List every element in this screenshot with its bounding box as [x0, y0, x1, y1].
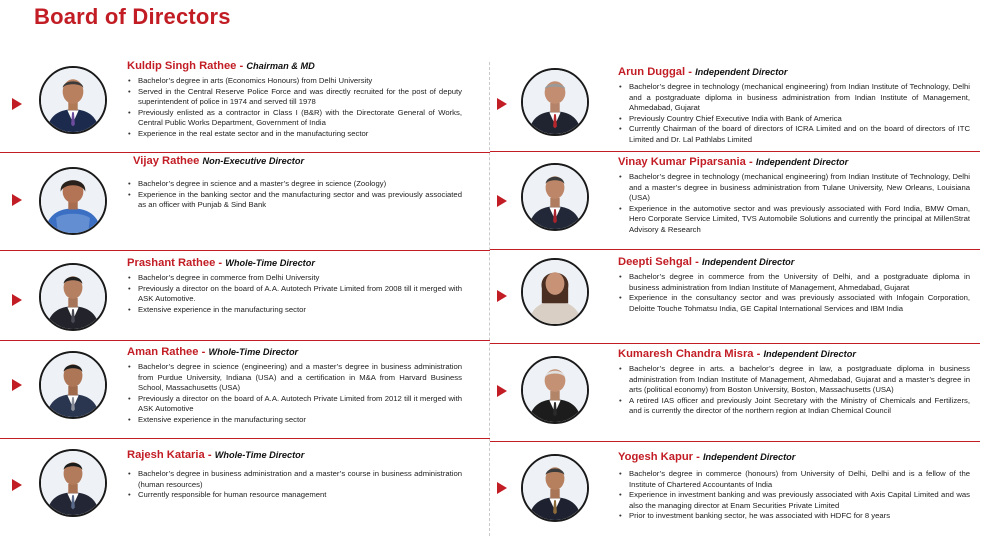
director-role: Independent Director	[695, 67, 788, 77]
bullet-item: • Prior to investment banking sector, he was associated with HDFC for 8 years	[629, 511, 970, 522]
director-bullets	[618, 469, 970, 522]
bullet-item: • Extensive experience in the manufacturing sector	[138, 415, 462, 426]
arrow-marker-icon	[12, 194, 22, 206]
director-name: Aman Rathee	[127, 346, 199, 358]
bullet-item: • Bachelor’s degree in commerce from the University of Delhi, and a postgraduate diploma in business administration from Indian Institute of Management, Ahmedabad, Gujarat	[629, 272, 970, 293]
director-name-line: Prashant Rathee - Whole-Time Director	[127, 257, 315, 269]
director-card-kuldip-singh-rathee	[0, 60, 490, 153]
bullet-item: • Previously a director on the board of A.A. Autotech Private Limited from 2012 till it merged with ASK Automotive	[138, 394, 462, 415]
avatar-prashant-rathee	[39, 263, 107, 331]
bullet-item: • Experience in the real estate sector and in the manufacturing sector	[138, 129, 462, 140]
bullet-item: • Currently Chairman of the board of directors of ICRA Limited and on the board of directors of ITC Limited and Dr. Lal Pathlabs Limited	[629, 124, 970, 145]
avatar-arun-duggal	[521, 68, 589, 136]
director-name-line: Arun Duggal - Independent Director	[618, 66, 788, 78]
director-bullets	[618, 364, 970, 417]
director-info	[618, 348, 970, 417]
director-name-line	[133, 155, 462, 167]
director-name: Kuldip Singh Rathee	[127, 60, 237, 72]
director-info	[127, 449, 462, 501]
bullet-item: • Bachelor’s degree in science and a master’s degree in science (Zoology)	[138, 179, 462, 190]
director-info	[618, 156, 970, 236]
director-name: Deepti Sehgal	[618, 256, 692, 268]
arrow-marker-icon	[12, 98, 22, 110]
director-name-line: Kuldip Singh Rathee - Chairman & MD	[127, 60, 315, 72]
director-name: Prashant Rathee	[127, 257, 216, 269]
bullet-item: • Experience in the banking sector and the manufacturing sector and was previously associated as an officer with Punjab & Sind Bank	[138, 190, 462, 211]
bullet-item: • Currently responsible for human resource management	[138, 490, 462, 501]
director-info	[127, 60, 462, 140]
bullet-item: • Bachelor’s degree in arts. a bachelor’s degree in law, a postgraduate diploma in business administration from Indian Institute of Management, Ahmedabad, Gujarat and a master’s degree in arts (political economy) from Boston University, Boston, Massachusetts (USA)	[629, 364, 970, 396]
bullet-item: • Bachelor’s degree in business administration and a master’s course in business administration (human resources)	[138, 469, 462, 490]
director-bullets	[127, 469, 462, 501]
director-name-line: Yogesh Kapur - Independent Director	[618, 451, 796, 463]
director-name: Rajesh Kataria	[127, 449, 205, 461]
director-card-kumaresh-chandra-misra	[490, 344, 980, 442]
director-role: Non-Executive Director	[202, 156, 305, 166]
director-role: Whole-Time Director	[208, 347, 299, 357]
director-bullets	[618, 172, 970, 236]
director-card-yogesh-kapur	[490, 442, 980, 536]
arrow-marker-icon	[497, 482, 507, 494]
director-name-line: Kumaresh Chandra Misra - Independent Director	[618, 348, 856, 360]
director-bullets	[127, 76, 462, 140]
arrow-marker-icon	[12, 479, 22, 491]
left-column	[0, 60, 490, 534]
right-column	[490, 60, 980, 536]
director-role: Independent Director	[702, 452, 796, 462]
avatar-kumaresh-chandra-misra	[521, 356, 589, 424]
avatar-kuldip-singh-rathee	[39, 66, 107, 134]
avatar-aman-rathee	[39, 351, 107, 419]
bullet-item: • A retired IAS officer and previously Joint Secretary with the Ministry of Chemicals and Fertilizers, and is currently the director of the northern region at Indian Chemical Council	[629, 396, 970, 417]
avatar-deepti-sehgal	[521, 258, 589, 326]
director-role: Whole-Time Director	[214, 450, 305, 460]
director-card-vijay-rathee	[0, 153, 490, 251]
arrow-marker-icon	[497, 290, 507, 302]
bullet-item: • Experience in the consultancy sector and was previously associated with Infogain Corporation, Deloitte Touche Tohmatsu India, GE Capital International Services and IBM India	[629, 293, 970, 314]
director-name-line: Rajesh Kataria - Whole-Time Director	[127, 449, 305, 461]
director-bullets	[127, 179, 462, 211]
director-info	[127, 155, 462, 211]
page-title: Board of Directors	[34, 4, 231, 29]
director-info	[618, 451, 970, 522]
avatar-vijay-rathee	[39, 167, 107, 235]
director-name-line: Deepti Sehgal - Independent Director	[618, 256, 795, 268]
director-info	[618, 66, 970, 146]
director-name-line: Vinay Kumar Piparsania - Independent Director	[618, 156, 849, 168]
director-info	[618, 256, 970, 314]
director-name: Vijay Rathee	[133, 155, 200, 167]
bullet-item: • Experience in investment banking and was previously associated with Axis Capital Limited and was also the managing director at Enam Securities Private Limited	[629, 490, 970, 511]
director-name: Yogesh Kapur	[618, 451, 694, 463]
director-bullets	[618, 82, 970, 146]
director-card-deepti-sehgal	[490, 250, 980, 344]
arrow-marker-icon	[12, 379, 22, 391]
director-bullets	[618, 272, 970, 314]
arrow-marker-icon	[497, 195, 507, 207]
avatar-yogesh-kapur	[521, 454, 589, 522]
arrow-marker-icon	[497, 385, 507, 397]
bullet-item: • Bachelor’s degree in arts (Economics Honours) from Delhi University	[138, 76, 462, 87]
director-role: Independent Director	[755, 157, 849, 167]
director-name: Kumaresh Chandra Misra	[618, 348, 754, 360]
director-card-aman-rathee	[0, 341, 490, 439]
director-name-line: Aman Rathee - Whole-Time Director	[127, 346, 299, 358]
bullet-item: • Previously Country Chief Executive India with Bank of America	[629, 114, 970, 125]
director-role: Chairman & MD	[246, 61, 315, 71]
bullet-item: • Bachelor’s degree in commerce (honours) from University of Delhi, Delhi and is a fellow of the Institute of Chartered Accountants of India	[629, 469, 970, 490]
director-name: Arun Duggal	[618, 66, 686, 78]
director-card-prashant-rathee	[0, 251, 490, 341]
avatar-vinay-kumar-piparsania	[521, 163, 589, 231]
bullet-item: • Bachelor’s degree in commerce from Delhi University	[138, 273, 462, 284]
director-info	[127, 257, 462, 315]
director-role: Independent Director	[763, 349, 856, 359]
bullet-item: • Served in the Central Reserve Police Force and was directly recruited for the post of deputy superintendent of police in 1974 and served till 1978	[138, 87, 462, 108]
arrow-marker-icon	[12, 294, 22, 306]
bullet-item: • Bachelor’s degree in science (engineering) and a master’s degree in business administration from Purdue University, Indiana (USA) and a certification in M&A from Harvard Business School, Massachusetts (USA)	[138, 362, 462, 394]
avatar-rajesh-kataria	[39, 449, 107, 517]
director-card-arun-duggal	[490, 60, 980, 152]
bullet-item: • Bachelor’s degree in technology (mechanical engineering) from Indian Institute of Technology, Delhi and a master’s degree in business administration from Tulane University, New Orleans, Louisiana (USA)	[629, 172, 970, 204]
bullet-item: • Bachelor’s degree in technology (mechanical engineering) from Indian Institute of Technology, Delhi and a postgraduate diploma in business administration from Indian Institute of Management, Ahmedabad, Gujarat	[629, 82, 970, 114]
director-card-vinay-kumar-piparsania	[490, 152, 980, 250]
arrow-marker-icon	[497, 98, 507, 110]
director-card-rajesh-kataria	[0, 439, 490, 534]
director-role: Independent Director	[701, 257, 795, 267]
director-role: Whole-Time Director	[225, 258, 315, 268]
bullet-item: • Previously a director on the board of A.A. Autotech Private Limited from 2008 till it merged with ASK Automotive.	[138, 284, 462, 305]
bullet-item: • Extensive experience in the manufacturing sector	[138, 305, 462, 316]
director-info	[127, 346, 462, 426]
director-bullets	[127, 362, 462, 426]
bullet-item: • Experience in the automotive sector and was previously associated with Ford India, BMW Oman, Hero Corporate Service Limited, TVS Automobile Solutions and currently the principal at MillenStrat Advisory & Research	[629, 204, 970, 236]
director-bullets	[127, 273, 462, 315]
director-name: Vinay Kumar Piparsania	[618, 156, 746, 168]
bullet-item: • Previously enlisted as a contractor in Class I (B&R) with the Directorate General of Works, Central Public Works Department, Government of India	[138, 108, 462, 129]
